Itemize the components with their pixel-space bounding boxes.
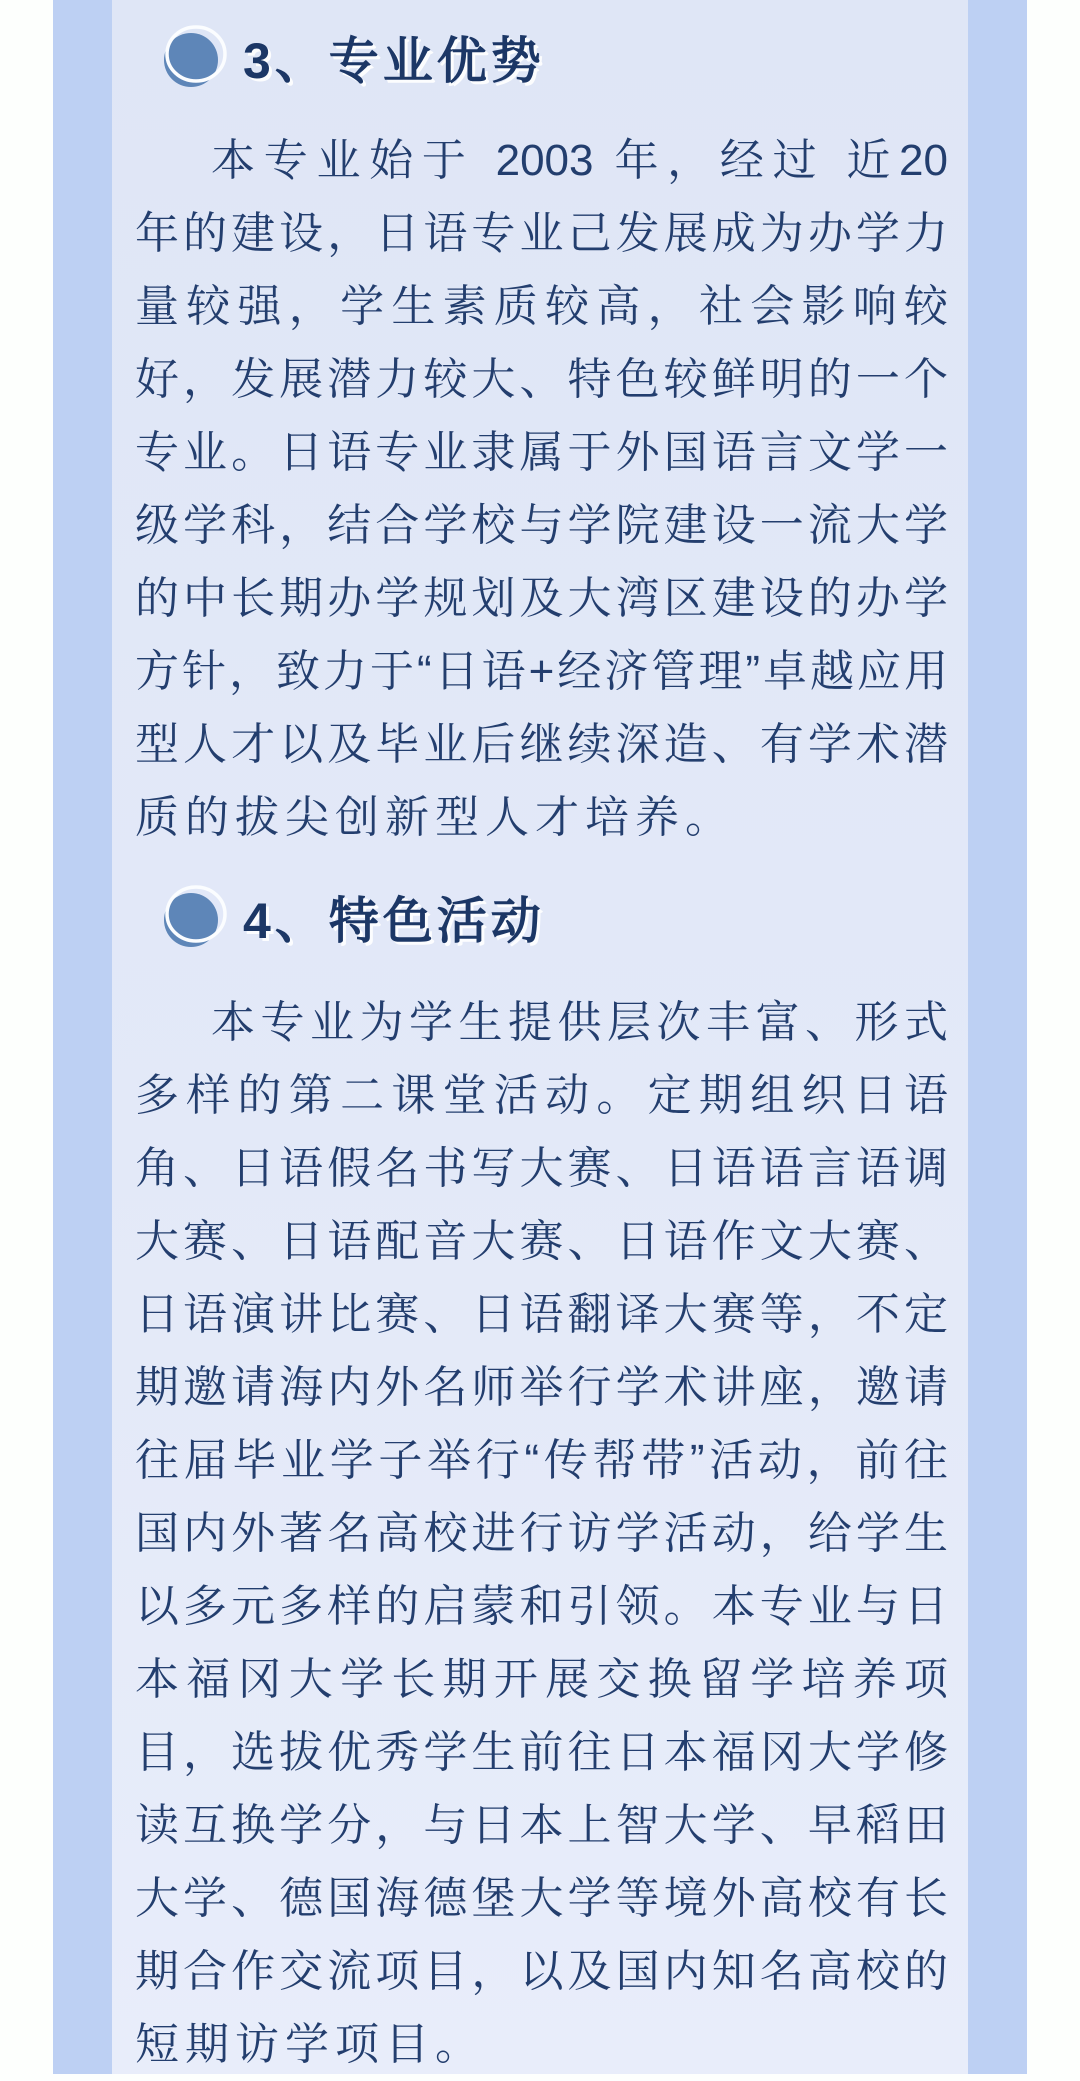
text-line: 的中长期办学规划及大湾区建设的办学 [135,574,948,623]
text-line: 本福冈大学长期开展交换留学培养项 [135,1655,948,1704]
text-line: 本专业为学生提供层次丰富、形式 [211,998,948,1047]
bottom-white-strip [0,2074,1080,2080]
text-line: 型人才以及毕业后继续深造、有学术潜 [135,720,948,769]
text-line: 量较强，学生素质较高，社会影响较 [135,282,948,331]
text-line: 读互换学分，与日本上智大学、早稻田 [135,1801,948,1850]
text-line: 以多元多样的启蒙和引领。本专业与日 [135,1582,948,1631]
left-blue-strip [53,0,112,2080]
text-line: 年的建设，日语专业己发展成为办学力 [135,209,948,258]
text-line: 大赛、日语配音大赛、日语作文大赛、 [135,1217,948,1266]
right-white-margin [1027,0,1080,2080]
text-line: 多样的第二课堂活动。定期组织日语 [135,1071,948,1120]
text-line: 级学科，结合学校与学院建设一流大学 [135,501,948,550]
text-line: 大学、德国海德堡大学等境外高校有长 [135,1874,948,1923]
text-line: 方针，致力于“日语+经济管理”卓越应用 [135,647,948,696]
paragraph-special-activities [135,986,948,2081]
text-line: 短期访学项目。 [135,2020,485,2069]
spacer [135,854,948,884]
text-line: 期邀请海内外名师举行学术讲座，邀请 [135,1363,948,1412]
right-blue-strip [968,0,1027,2080]
section-title: 3、专业优势 [243,33,545,89]
section-title: 4、特色活动 [243,893,545,949]
text-line: 日语演讲比赛、日语翻译大赛等，不定 [135,1290,948,1339]
text-line: 往届毕业学子举行“传帮带”活动，前往 [135,1436,948,1485]
text-line: 质的拔尖创新型人才培养。 [135,793,735,842]
text-line: 国内外著名高校进行访学活动，给学生 [135,1509,948,1558]
text-line: 好，发展潜力较大、特色较鲜明的一个 [135,355,948,404]
article-content-panel [112,0,968,2080]
text-line: 目，选拔优秀学生前往日本福冈大学修 [135,1728,948,1777]
paragraph-major-advantages [135,124,948,854]
circle-bullet-icon [161,24,227,90]
text-line: 本专业始于 2003 年，经过 近20 [211,136,948,185]
left-white-margin [0,0,53,2080]
section-heading-4 [135,884,948,950]
text-line: 角、日语假名书写大赛、日语语言语调 [135,1144,948,1193]
section-heading-3 [135,24,948,90]
text-line: 期合作交流项目，以及国内知名高校的 [135,1947,948,1996]
circle-bullet-icon [161,884,227,950]
text-line: 专业。日语专业隶属于外国语言文学一 [135,428,948,477]
